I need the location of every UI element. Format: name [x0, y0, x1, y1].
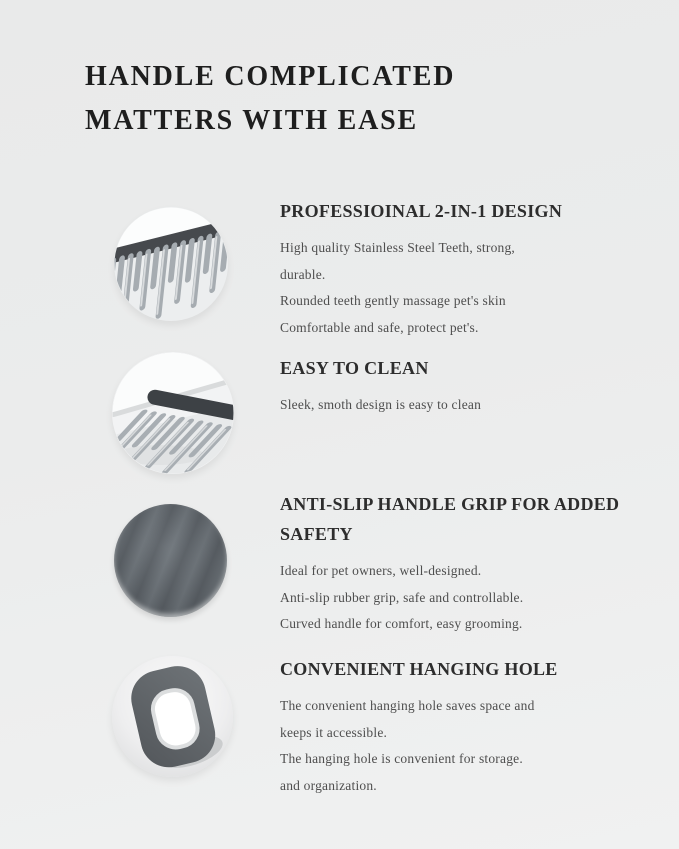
- comb-sleek-design-image: [112, 352, 234, 474]
- section-easy-to-clean: [280, 353, 620, 419]
- section-body-line: The hanging hole is convenient for storage.: [280, 751, 523, 766]
- section-heading: CONVENIENT HANGING HOLE: [280, 659, 558, 679]
- comb-clean-illustration: [112, 352, 234, 474]
- rubber-grip-texture-image: [114, 504, 227, 617]
- section-body-line: Comfortable and safe, protect pet's.: [280, 319, 479, 335]
- comb-teeth-closeup-image: [114, 207, 228, 321]
- section-body-line: High quality Stainless Steel Teeth, strong,: [280, 240, 516, 255]
- section-body-line: Rounded teeth gently massage pet's skin: [280, 293, 506, 308]
- section-anti-slip-grip: [280, 489, 620, 638]
- comb-teeth-illustration: [114, 207, 228, 321]
- section-heading: ANTI-SLIP HANDLE GRIP FOR ADDED SAFETY: [280, 494, 620, 544]
- section-body-line: and organization.: [280, 777, 377, 793]
- section-hanging-hole: [280, 654, 620, 799]
- hanging-hole-image: [112, 656, 233, 777]
- section-professional-design: [280, 196, 620, 341]
- page-title-line-1: HANDLE COMPLICATED: [85, 61, 456, 92]
- section-body-line: keeps it accessible.: [280, 724, 388, 740]
- section-body-line: Anti-slip rubber grip, safe and controllable.: [280, 589, 524, 605]
- section-body-line: Curved handle for comfort, easy grooming.: [280, 616, 523, 631]
- page-title-line-2: MATTERS WITH EASE: [85, 105, 418, 136]
- section-body-line: Sleek, smoth design is easy to clean: [280, 397, 482, 412]
- section-heading: PROFESSIOINAL 2-IN-1 DESIGN: [280, 201, 563, 221]
- section-body-line: The convenient hanging hole saves space and: [280, 698, 535, 713]
- section-heading: EASY TO CLEAN: [280, 358, 429, 378]
- page-title: [85, 55, 455, 143]
- section-body-line: Ideal for pet owners, well-designed.: [280, 563, 482, 578]
- hanging-hole-illustration: [112, 656, 233, 777]
- section-body-line: durable.: [280, 266, 326, 282]
